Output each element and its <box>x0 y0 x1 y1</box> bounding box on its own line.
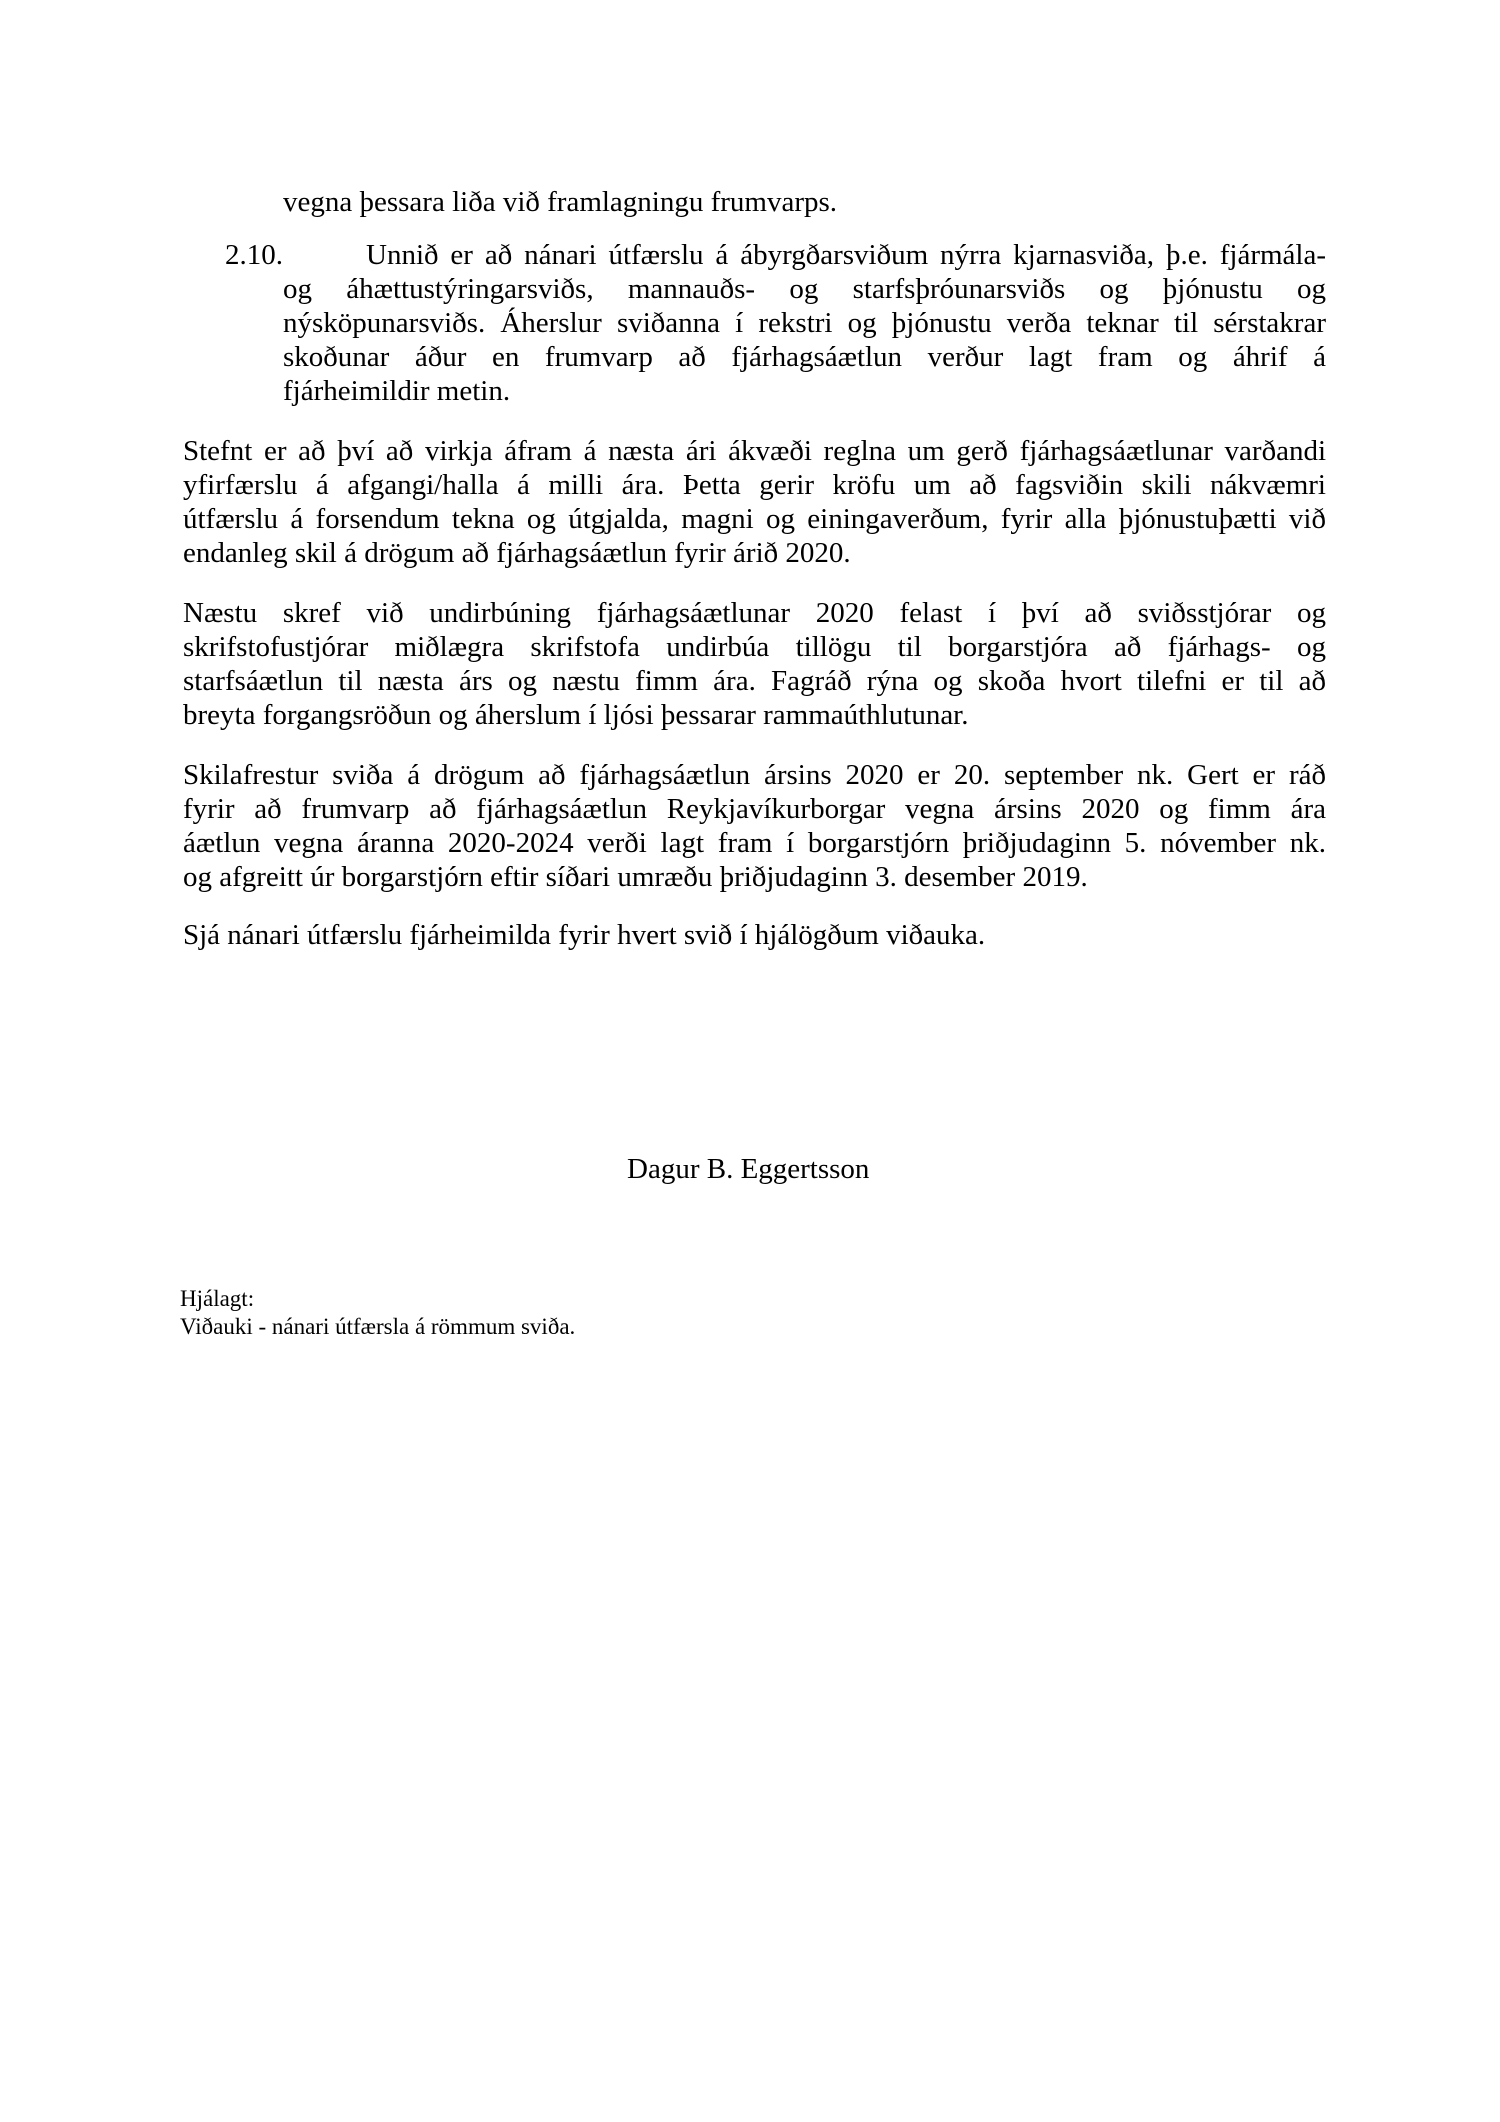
paragraph-line: Næstu skref við undirbúning fjárhagsáætlunar 2020 felast í því að sviðsstjórar og <box>183 597 1326 629</box>
continuation-line: vegna þessara liða við framlagningu frumvarps. <box>283 186 838 218</box>
item-line: fjárheimildir metin. <box>283 375 511 407</box>
paragraph-line: fyrir að frumvarp að fjárhagsáætlun Reykjavíkurborgar vegna ársins 2020 og fimm ára <box>183 793 1326 825</box>
paragraph-line: áætlun vegna áranna 2020-2024 verði lagt fram í borgarstjórn þriðjudaginn 5. nóvember nk. <box>183 827 1326 859</box>
paragraph-line: Stefnt er að því að virkja áfram á næsta ári ákvæði reglna um gerð fjárhagsáætlunar varðandi <box>183 435 1326 467</box>
attachment-label: Hjálagt: <box>180 1286 255 1311</box>
item-line: og áhættustýringarsviðs, mannauðs- og starfsþróunarsviðs og þjónustu og <box>283 273 1326 305</box>
paragraph-line: skrifstofustjórar miðlægra skrifstofa undirbúa tillögu til borgarstjóra að fjárhags- og <box>183 631 1326 663</box>
paragraph-line: yfirfærslu á afgangi/halla á milli ára. Þetta gerir kröfu um að fagsviðin skili nákvæmri <box>183 469 1326 501</box>
paragraph-line: Skilafrestur sviða á drögum að fjárhagsáætlun ársins 2020 er 20. september nk. Gert er ráð <box>183 759 1326 791</box>
paragraph-line: útfærslu á forsendum tekna og útgjalda, magni og einingaverðum, fyrir alla þjónustuþætti við <box>183 503 1326 535</box>
paragraph-line: Sjá nánari útfærslu fjárheimilda fyrir hvert svið í hjálögðum viðauka. <box>183 919 986 951</box>
paragraph-line: endanleg skil á drögum að fjárhagsáætlun fyrir árið 2020. <box>183 537 851 569</box>
item-line: Unnið er að nánari útfærslu á ábyrgðarsviðum nýrra kjarnasviða, þ.e. fjármála- <box>366 239 1326 271</box>
item-line: nýsköpunarsviðs. Áherslur sviðanna í rekstri og þjónustu verða teknar til sérstakrar <box>283 307 1326 339</box>
paragraph-line: og afgreitt úr borgarstjórn eftir síðari umræðu þriðjudaginn 3. desember 2019. <box>183 861 1088 893</box>
paragraph-line: starfsáætlun til næsta árs og næstu fimm ára. Fagráð rýna og skoða hvort tilefni er til að <box>183 665 1326 697</box>
signature-name: Dagur B. Eggertsson <box>627 1153 870 1185</box>
attachment-item: Viðauki - nánari útfærsla á römmum sviða. <box>180 1314 576 1339</box>
item-line: skoðunar áður en frumvarp að fjárhagsáætlun verður lagt fram og áhrif á <box>283 341 1326 373</box>
paragraph-line: breyta forgangsröðun og áherslum í ljósi þessarar rammaúthlutunar. <box>183 699 969 731</box>
item-number: 2.10. <box>225 239 283 271</box>
